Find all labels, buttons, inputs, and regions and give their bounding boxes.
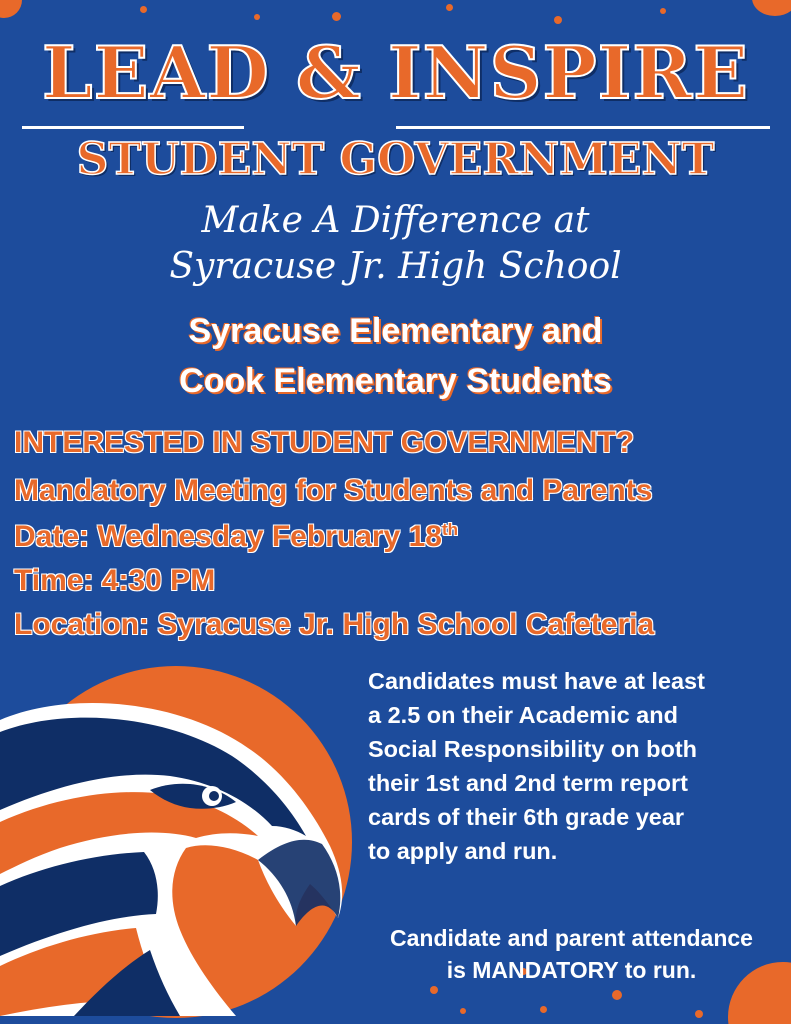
requirement-line: cards of their 6th grade year — [368, 804, 685, 830]
eagle-head-icon — [0, 660, 360, 1024]
decorative-dot — [254, 14, 260, 20]
requirements-text — [368, 664, 778, 868]
decorative-dot — [430, 986, 438, 994]
attendance-line-2: is MANDATORY to run. — [446, 957, 697, 983]
date-text: Date: Wednesday February 18 — [14, 520, 442, 553]
attendance-notice — [352, 922, 791, 986]
time-line: Time: 4:30 PM — [14, 564, 216, 597]
divider-left — [22, 126, 244, 129]
schools-line-2: Cook Elementary Students — [179, 362, 612, 400]
date-suffix: th — [441, 520, 458, 539]
requirement-line: a 2.5 on their Academic and — [368, 702, 678, 728]
poster-title: LEAD & INSPIRE — [42, 30, 749, 115]
script-line-1: Make A Difference at — [201, 200, 590, 241]
date-line — [14, 520, 458, 554]
decorative-dot — [752, 0, 791, 16]
decorative-dot — [695, 1010, 703, 1018]
decorative-dot — [554, 16, 562, 24]
requirement-line: Candidates must have at least — [368, 668, 705, 694]
requirement-line: their 1st and 2nd term report — [368, 770, 688, 796]
meeting-line: Mandatory Meeting for Students and Parents — [14, 474, 653, 507]
decorative-dot — [332, 12, 341, 21]
decorative-dot — [0, 0, 22, 18]
decorative-dot — [540, 1006, 547, 1013]
decorative-dot — [446, 4, 453, 11]
poster-subtitle: STUDENT GOVERNMENT — [76, 134, 715, 185]
requirement-line: to apply and run. — [368, 838, 558, 864]
requirement-line: Social Responsibility on both — [368, 736, 698, 762]
attendance-line-1: Candidate and parent attendance — [390, 925, 753, 951]
decorative-dot — [612, 990, 622, 1000]
interested-heading: INTERESTED IN STUDENT GOVERNMENT? — [14, 426, 635, 459]
decorative-dot — [460, 1008, 466, 1014]
decorative-dot — [140, 6, 147, 13]
divider-right — [396, 126, 770, 129]
script-line-2: Syracuse Jr. High School — [169, 246, 622, 287]
schools-line-1: Syracuse Elementary and — [188, 312, 603, 350]
decorative-dot — [660, 8, 666, 14]
location-line: Location: Syracuse Jr. High School Cafeteria — [14, 608, 655, 641]
